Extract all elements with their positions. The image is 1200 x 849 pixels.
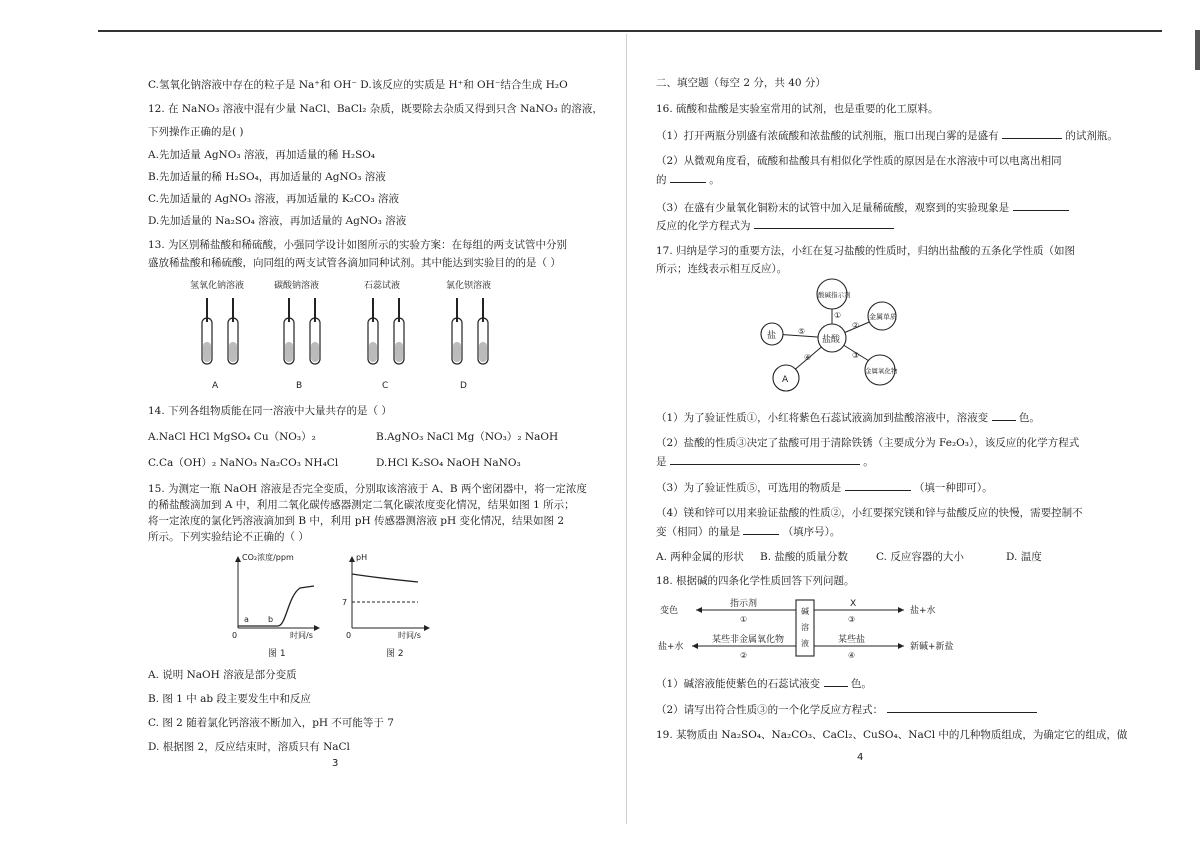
- fig2-origin: 0: [346, 631, 352, 640]
- tube-label: 碳酸钠溶液: [274, 281, 320, 291]
- arrow-head: [898, 643, 904, 649]
- q18-part-1: [656, 676, 872, 691]
- q17-option-c: C. 反应容器的大小: [876, 551, 964, 563]
- tube-group-a: [190, 279, 244, 391]
- property-number: ①: [740, 615, 748, 624]
- test-tube-figure: [188, 276, 498, 394]
- tube-liquid: [395, 342, 403, 362]
- q15-stem-1: 15. 为测定一瓶 NaOH 溶液是否完全变质，分别取该溶液于 A、B 两个密闭器中，将一定浓度: [148, 483, 587, 495]
- fig2-ylabel: pH: [356, 553, 368, 562]
- metal-label: 金属单质: [869, 313, 897, 321]
- answer-blank: [824, 676, 848, 687]
- base-properties-diagram: [656, 594, 996, 668]
- tube-letter: B: [296, 381, 303, 391]
- answer-blank: [670, 454, 860, 465]
- q17-option-b: B. 盐酸的质量分数: [760, 551, 848, 563]
- base-char: 碱: [801, 607, 809, 616]
- edge-number: ④: [804, 353, 812, 362]
- q18-stem: 18. 根据碱的四条化学性质回答下列问题。: [656, 575, 855, 587]
- fig1-point-a: a: [244, 615, 249, 624]
- reagent-2: X: [850, 599, 857, 609]
- edge-number: ③: [852, 351, 860, 360]
- top-rule: [98, 30, 1162, 32]
- q17-stem: 17. 归纳是学习的重要方法，小红在复习盐酸的性质时，归纳出盐酸的五条化学性质（如图: [656, 245, 1076, 257]
- q12-stem-2: 下列操作正确的是( ): [148, 126, 244, 138]
- tube-liquid: [285, 342, 293, 362]
- tube-liquid: [203, 342, 211, 362]
- fig1-xlabel: 时间/s: [290, 631, 313, 640]
- ph-curve: [352, 574, 418, 582]
- result-2: 盐+水: [910, 606, 936, 616]
- answer-blank: [670, 172, 706, 183]
- q15-option-d: D. 根据图 2，反应结束时，溶质只有 NaCl: [148, 741, 350, 753]
- tube-liquid: [229, 342, 237, 362]
- arrow-head: [898, 607, 904, 613]
- q17-part-2: （2）盐酸的性质③决定了盐酸可用于清除铁锈（主要成分为 Fe₂O₃），该反应的化学方程式: [656, 437, 1080, 449]
- section-heading: 二、填空题（每空 2 分，共 40 分）: [656, 77, 826, 89]
- q17-part-1: [656, 410, 1040, 425]
- answer-blank: [887, 702, 1037, 713]
- q15-option-c: C. 图 2 随着氯化钙溶液不断加入，pH 不可能等于 7: [148, 717, 394, 729]
- tube-liquid: [311, 342, 319, 362]
- q16-part-3b: [656, 218, 894, 233]
- result-4: 新碱+新盐: [910, 642, 954, 652]
- reagent-3: 某些非金属氧化物: [712, 635, 785, 645]
- q12-stem: 12. 在 NaNO₃ 溶液中混有少量 NaCl、BaCl₂ 杂质，既要除去杂质又得到只含 NaNO₃ 的溶液，: [148, 103, 603, 115]
- q16-3-text: （3）在盛有少量氧化铜粉末的试管中加入足量稀硫酸，观察到的实验现象是: [656, 202, 1010, 214]
- indicator-label: 酸碱指示剂: [818, 291, 851, 299]
- q15-stem-3: 将一定浓度的氯化钙溶液滴加到 B 中，利用 pH 传感器测溶液 pH 变化情况，结果如图 2: [148, 515, 565, 527]
- tube-letter: C: [382, 381, 389, 391]
- q17-4-text: 变（相同）的量是: [656, 526, 740, 538]
- q17-part-3: [656, 480, 993, 495]
- answer-blank: [992, 410, 1016, 421]
- salt-label: 盐: [767, 331, 777, 341]
- property-number: ③: [848, 615, 856, 624]
- answer-blank: [1013, 200, 1069, 211]
- q14-option-b: B.AgNO₃ NaCl Mg（NO₃）₂ NaOH: [376, 431, 559, 443]
- base-char: 溶: [801, 623, 809, 632]
- edge-number: ①: [834, 311, 842, 320]
- fig1-point-b: b: [268, 615, 274, 624]
- property-number: ②: [740, 651, 748, 660]
- q16-2-text: 的: [656, 174, 667, 186]
- tube-liquid: [479, 342, 487, 362]
- q12-option-b: B.先加适量的稀 H₂SO₄，再加适量的 AgNO₃ 溶液: [148, 171, 386, 183]
- q16-3-equation-text: 反应的化学方程式为: [656, 220, 751, 232]
- tube-letter: D: [460, 381, 467, 391]
- result-1: 变色: [660, 606, 679, 616]
- q15-stem-2: 的稀盐酸滴加到 A 中，利用二氧化碳传感器测定二氧化碳浓度变化情况，结果如图 1 所示；: [148, 499, 575, 511]
- q18-1-text: （1）碱溶液能使紫色的石蕊试液变: [656, 678, 821, 690]
- q14-option-d: D.HCl K₂SO₄ NaOH NaNO₃: [376, 457, 521, 469]
- tube-group-c: [364, 279, 404, 391]
- tube-label: 氢氧化钠溶液: [190, 281, 245, 291]
- q17-stem-2: 所示；连线表示相互反应）。: [656, 263, 788, 275]
- tube-label: 氯化钡溶液: [446, 281, 492, 291]
- base-char: 液: [801, 639, 809, 648]
- q16-stem: 16. 硫酸和盐酸是实验室常用的试剂，也是重要的化工原料。: [656, 103, 939, 115]
- fig2-xlabel: 时间/s: [398, 631, 421, 640]
- page-number-right: 4: [857, 752, 864, 763]
- property-number: ④: [848, 651, 856, 660]
- arrow-head: [696, 607, 702, 613]
- edge-number: ②: [852, 321, 860, 330]
- figure-1: [232, 552, 320, 658]
- q18-part-2: [656, 702, 1037, 717]
- q16-part-2: （2）从微观角度看，硫酸和盐酸具有相似化学性质的原因是在水溶液中可以电离出相同: [656, 155, 1062, 167]
- q17-option-d: D. 温度: [1006, 551, 1042, 563]
- fig1-ylabel: CO₂浓度/ppm: [242, 553, 294, 562]
- q14-option-c: C.Ca（OH）₂ NaNO₃ Na₂CO₃ NH₄Cl: [148, 457, 339, 469]
- edge-number: ⑤: [798, 327, 806, 336]
- q19-stem: 19. 某物质由 Na₂SO₄、Na₂CO₃、CaCl₂、CuSO₄、NaCl 中的几种物质组成，为确定它的组成，做: [656, 729, 1128, 741]
- q18-2-text: （2）请写出符合性质③的一个化学反应方程式：: [656, 704, 884, 716]
- co2-curve: [238, 586, 314, 626]
- q16-2-tail: 。: [709, 174, 720, 186]
- q13-stem-2: 盛放稀盐酸和稀硫酸，向同组的两支试管各滴加同种试剂。其中能达到实验目的的是（ ）: [148, 257, 561, 269]
- tube-liquid: [369, 342, 377, 362]
- tube-group-d: [446, 279, 491, 391]
- reagent-1: 指示剂: [730, 599, 758, 609]
- q17-part-4b: [656, 524, 840, 539]
- q17-part-2b: [656, 454, 874, 469]
- q17-part-4: （4）镁和锌可以用来验证盐酸的性质②，小红要探究镁和锌与盐酸反应的快慢，需要控制不: [656, 507, 1083, 519]
- q17-3-tail: （填一种即可）。: [913, 482, 993, 494]
- q12-option-c: C.先加适量的 AgNO₃ 溶液，再加适量的 K₂CO₃ 溶液: [148, 193, 400, 205]
- answer-blank: [845, 480, 911, 491]
- q15-stem-4: 所示。下列实验结论不正确的（ ）: [148, 531, 309, 543]
- hcl-properties-diagram: [760, 278, 910, 398]
- fig2-seven: 7: [342, 598, 348, 607]
- q18-1-tail: 色。: [850, 678, 872, 690]
- fig2-caption: 图 2: [386, 649, 404, 658]
- q14-stem: 14. 下列各组物质能在同一溶液中大量共存的是（ ）: [148, 405, 392, 417]
- q13-stem: 13. 为区别稀盐酸和稀硫酸，小强同学设计如图所示的实验方案：在每组的两支试管中分别: [148, 239, 568, 251]
- tube-group-b: [274, 279, 320, 391]
- figure-2: [342, 553, 430, 658]
- center-label: 盐酸: [822, 335, 841, 345]
- fig1-origin: 0: [232, 631, 238, 640]
- q16-1-tail: 的试剂瓶。: [1065, 130, 1118, 142]
- q17-1-tail: 色。: [1018, 412, 1040, 424]
- tube-liquid: [453, 342, 461, 362]
- axis-arrows: [349, 556, 430, 631]
- q16-part-2b: [656, 172, 720, 187]
- q12-option-d: D.先加适量的 Na₂SO₄ 溶液，再加适量的 AgNO₃ 溶液: [148, 215, 407, 227]
- arrow-head: [692, 643, 698, 649]
- q11-options-cd: C.氢氧化钠溶液中存在的粒子是 Na⁺和 OH⁻ D.该反应的实质是 H⁺和 OH⁻结合生成 H₂O: [148, 79, 568, 91]
- answer-blank: [1002, 128, 1062, 139]
- page-edge-mark: [1195, 30, 1200, 70]
- reagent-4: 某些盐: [838, 635, 866, 645]
- q14-option-a: A.NaCl HCl MgSO₄ Cu（NO₃）₂: [148, 431, 316, 443]
- page-number-left: 3: [332, 758, 339, 769]
- q12-option-a: A.先加适量 AgNO₃ 溶液，再加适量的稀 H₂SO₄: [148, 149, 376, 161]
- q16-1-text: （1）打开两瓶分别盛有浓硫酸和浓盐酸的试剂瓶，瓶口出现白雾的是盛有: [656, 130, 999, 142]
- answer-blank: [743, 524, 779, 535]
- page-fold: [626, 34, 627, 824]
- q17-option-a: A. 两种金属的形状: [656, 551, 744, 563]
- result-3: 盐+水: [658, 642, 684, 652]
- sensor-graphs: [228, 550, 438, 658]
- tube-label: 石蕊试液: [364, 281, 401, 291]
- q15-option-b: B. 图 1 中 ab 段主要发生中和反应: [148, 693, 311, 705]
- a-label: A: [782, 375, 789, 385]
- q15-option-a: A. 说明 NaOH 溶液是部分变质: [148, 669, 297, 681]
- fig1-caption: 图 1: [268, 649, 286, 658]
- answer-blank: [754, 218, 894, 229]
- q17-3-text: （3）为了验证性质⑤，可选用的物质是: [656, 482, 842, 494]
- q17-2-tail: 。: [863, 456, 874, 468]
- q17-4-tail: （填序号）。: [782, 526, 841, 538]
- q16-part-3: [656, 200, 1069, 215]
- q17-2-text: 是: [656, 456, 667, 468]
- q16-part-1: [656, 128, 1118, 143]
- tube-letter: A: [212, 381, 219, 391]
- oxide-label: 金属氧化物: [865, 367, 898, 375]
- q17-1-text: （1）为了验证性质①，小红将紫色石蕊试液滴加到盐酸溶液中，溶液变: [656, 412, 989, 424]
